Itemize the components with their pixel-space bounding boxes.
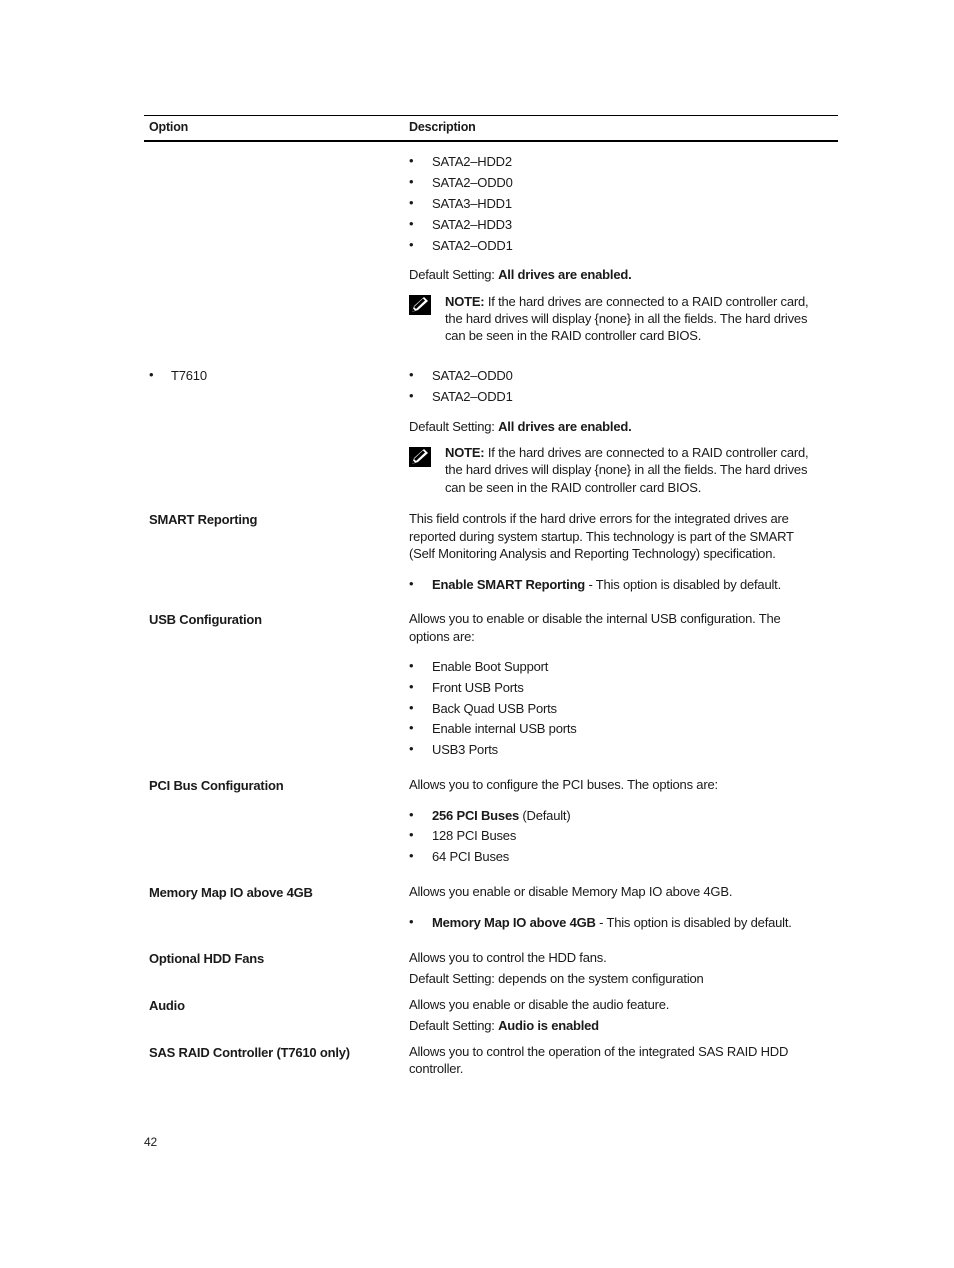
bullet: •: [409, 237, 414, 252]
default-setting: Default Setting: depends on the system configuration: [409, 971, 704, 986]
bullet: •: [409, 720, 414, 735]
description-line: reported during system startup. This technology is part of the SMART: [409, 529, 794, 544]
option-usb-configuration: USB Configuration: [149, 612, 262, 627]
default-setting-value: All drives are enabled.: [498, 267, 632, 282]
note-label: NOTE:: [445, 445, 485, 460]
list-item: SATA2–ODD1: [432, 389, 513, 404]
bullet: •: [409, 741, 414, 756]
bullet: •: [409, 153, 414, 168]
default-setting-prefix: Default Setting:: [409, 419, 499, 434]
option-pci-bus-configuration: PCI Bus Configuration: [149, 778, 284, 793]
mmio-bullet: [432, 914, 792, 932]
list-item: 64 PCI Buses: [432, 849, 510, 864]
bullet-bold: 256 PCI Buses: [432, 808, 520, 823]
list-item: Enable Boot Support: [432, 659, 549, 674]
note-line: If the hard drives are connected to a RAID controller card,: [484, 294, 809, 309]
description-line: Allows you to control the HDD fans.: [409, 950, 607, 965]
list-item: Front USB Ports: [432, 680, 524, 695]
default-setting-prefix: Default Setting:: [409, 267, 499, 282]
description-line: Allows you to enable or disable the internal USB configuration. The: [409, 611, 781, 626]
pci-default-item: [432, 807, 570, 825]
smart-bullet: [432, 576, 781, 594]
note-line: the hard drives will display {none} in all the fields. The hard drives: [445, 311, 808, 326]
note-line: can be seen in the RAID controller card BIOS.: [445, 328, 702, 343]
bullet-rest: - This option is disabled by default.: [595, 915, 792, 930]
column-header-description: Description: [409, 120, 476, 134]
option-memory-map-io: Memory Map IO above 4GB: [149, 885, 313, 900]
list-item: Enable internal USB ports: [432, 721, 577, 736]
bullet-bold: Enable SMART Reporting: [432, 577, 586, 592]
column-header-option: Option: [149, 120, 189, 134]
bullet: •: [409, 388, 414, 403]
description-line: Allows you to configure the PCI buses. The options are:: [409, 777, 718, 792]
default-setting: [409, 1017, 599, 1035]
list-item: Back Quad USB Ports: [432, 701, 557, 716]
description-line: Allows you enable or disable the audio feature.: [409, 997, 670, 1012]
list-item: SATA2–ODD0: [432, 175, 513, 190]
bullet-rest: (Default): [519, 808, 571, 823]
list-item: SATA2–HDD3: [432, 217, 512, 232]
bullet: •: [409, 367, 414, 382]
list-item: SATA2–ODD1: [432, 238, 513, 253]
list-item: USB3 Ports: [432, 742, 498, 757]
bullet: •: [409, 576, 414, 591]
bullet: •: [409, 827, 414, 842]
default-setting-prefix: Default Setting:: [409, 1018, 499, 1033]
bullet: •: [409, 195, 414, 210]
description-line: Allows you to control the operation of the integrated SAS RAID HDD: [409, 1044, 789, 1059]
note-line: can be seen in the RAID controller card BIOS.: [445, 480, 702, 495]
option-sas-raid-controller: SAS RAID Controller (T7610 only): [149, 1045, 350, 1060]
option-optional-hdd-fans: Optional HDD Fans: [149, 951, 265, 966]
description-line: options are:: [409, 629, 475, 644]
bullet-bold: Memory Map IO above 4GB: [432, 915, 596, 930]
note-text: [445, 444, 808, 462]
default-setting-value: All drives are enabled.: [498, 419, 632, 434]
note-line: If the hard drives are connected to a RAID controller card,: [484, 445, 809, 460]
note-text: [445, 293, 808, 311]
note-label: NOTE:: [445, 294, 485, 309]
note-pencil-icon: [409, 447, 431, 467]
description-line: (Self Monitoring Analysis and Reporting Technology) specification.: [409, 546, 776, 561]
bullet: •: [409, 807, 414, 822]
list-item: SATA2–HDD2: [432, 154, 512, 169]
option-smart-reporting: SMART Reporting: [149, 512, 258, 527]
bullet: •: [409, 658, 414, 673]
bullet-rest: - This option is disabled by default.: [585, 577, 782, 592]
table-header-rule: [144, 140, 838, 142]
description-line: This field controls if the hard drive errors for the integrated drives are: [409, 511, 789, 526]
bullet: •: [409, 679, 414, 694]
bullet: •: [409, 700, 414, 715]
default-setting: [409, 418, 632, 436]
bullet: •: [409, 174, 414, 189]
bullet: •: [149, 367, 154, 382]
bullet: •: [409, 914, 414, 929]
note-line: the hard drives will display {none} in all the fields. The hard drives: [445, 462, 808, 477]
bullet: •: [409, 848, 414, 863]
list-item: 128 PCI Buses: [432, 828, 517, 843]
table-top-rule: [144, 115, 838, 116]
bullet: •: [409, 216, 414, 231]
default-setting-value: Audio is enabled: [498, 1018, 599, 1033]
description-line: controller.: [409, 1061, 464, 1076]
option-audio: Audio: [149, 998, 185, 1013]
list-item: SATA2–ODD0: [432, 368, 513, 383]
note-pencil-icon: [409, 295, 431, 315]
option-t7610: T7610: [171, 368, 207, 383]
default-setting: [409, 266, 632, 284]
description-line: Allows you enable or disable Memory Map IO above 4GB.: [409, 884, 733, 899]
list-item: SATA3–HDD1: [432, 196, 512, 211]
page-number: 42: [144, 1135, 157, 1149]
